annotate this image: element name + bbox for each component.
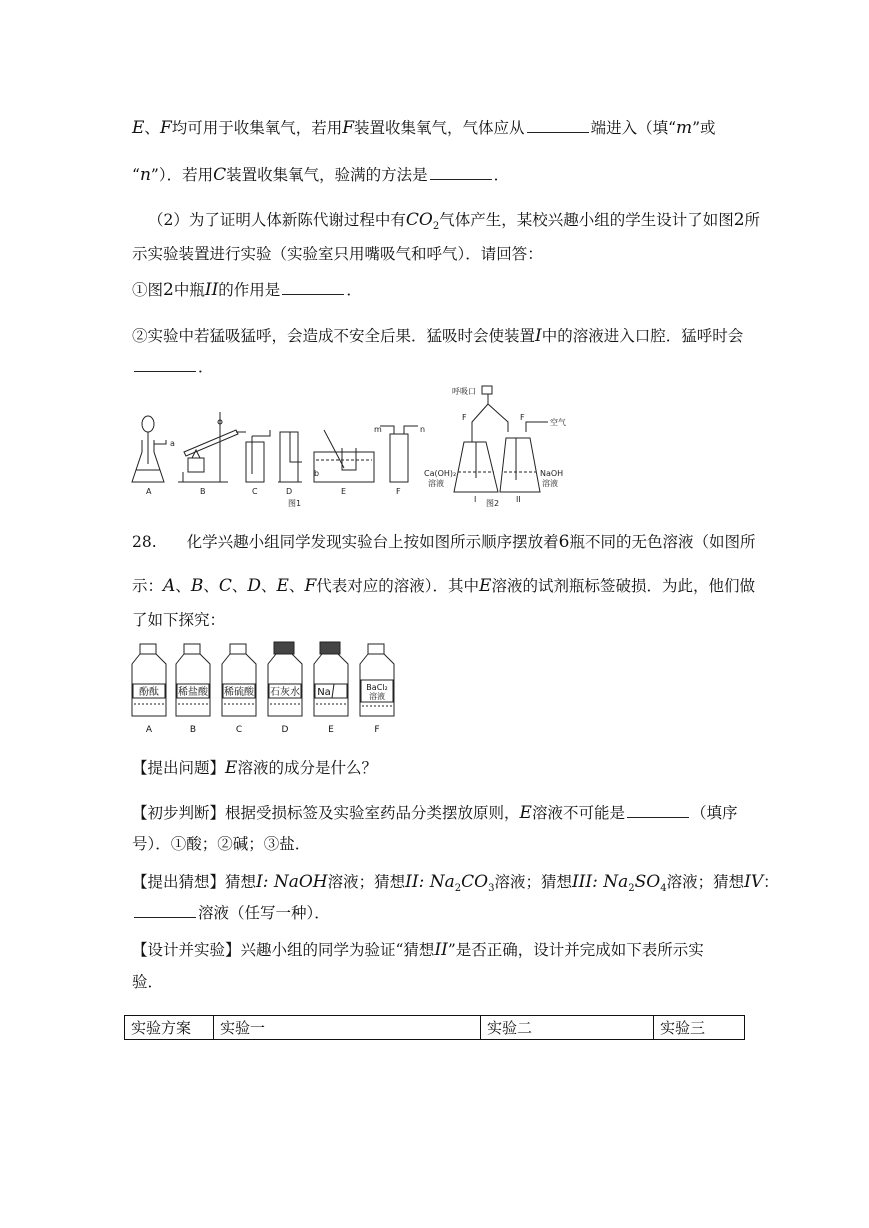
table-header-cell: 实验三 [654, 1016, 745, 1040]
fig2-bottle-ii: II [516, 495, 521, 504]
fig1-label-a: A [146, 487, 152, 496]
section-judgement-2: 号）．①酸；②碱；③盐． [132, 835, 311, 853]
fig1-mark-n: n [420, 425, 426, 434]
table-row [125, 1016, 745, 1040]
svg-text:酚酞: 酚酞 [139, 687, 159, 698]
fig2-mouth-label: 呼吸口 [452, 387, 476, 396]
bottle-d [268, 642, 302, 735]
table-header-cell: 实验方案 [125, 1016, 214, 1040]
fig1-label-e: E [341, 487, 347, 496]
fig1-label-c: C [252, 487, 258, 496]
bottle-c [222, 644, 256, 735]
question-line-4: 示实验装置进行实验（实验室只用嘴吸气和呼气）．请回答： [132, 245, 543, 263]
fig1-label-f: F [396, 487, 401, 496]
answer-blank[interactable] [282, 280, 344, 295]
question-line-6: ②实验中若猛吸猛呼，会造成不安全后果．猛吸时会使装置I中的溶液进入口腔．猛呼时会 [132, 326, 744, 346]
bottles-figure [128, 640, 408, 740]
svg-text:A: A [145, 725, 153, 735]
apparatus-figure [128, 382, 568, 512]
bottle-a [132, 644, 166, 735]
apparatus-c [246, 430, 270, 482]
svg-text:Na: Na [317, 687, 331, 698]
fig2-f1: F [462, 413, 467, 422]
table-header-cell: 实验一 [214, 1016, 481, 1040]
bottle-e [314, 642, 348, 735]
section-hypothesis: 【提出猜想】猜想I: NaOH溶液；猜想II: $Na_2CO_3$溶液；猜想III: $Na_2SO_4$溶液；猜想IV： [132, 872, 779, 895]
section-hypothesis-2: 溶液（任写一种）． [132, 903, 330, 923]
answer-blank[interactable] [134, 903, 196, 918]
svg-text:E: E [328, 725, 334, 735]
fig1-caption: 图1 [288, 499, 302, 508]
svg-text:B: B [189, 725, 197, 735]
fig2-caption: 图2 [486, 499, 500, 508]
section-design: 【设计并实验】兴趣小组的同学为验证“猜想II”是否正确，设计并完成如下表所示实 [132, 940, 704, 960]
bottle-f [360, 644, 394, 735]
q28-line-2: 示：A、B、C、D、E、F代表对应的溶液）．其中E溶液的试剂瓶标签破损．为此，他们做 [132, 576, 755, 596]
experiment-table [124, 1015, 745, 1040]
apparatus-a [132, 416, 166, 482]
svg-text:稀盐酸: 稀盐酸 [178, 687, 208, 698]
table-header-cell: 实验二 [481, 1016, 654, 1040]
fig2-f2: F [520, 413, 525, 422]
svg-text:C: C [235, 725, 243, 735]
fig2-air: 空气 [550, 418, 566, 427]
section-question: 【提出问题】E溶液的成分是什么？ [132, 758, 377, 778]
fig1-mark-m: m [374, 425, 382, 434]
question-line-3: （2）为了证明人体新陈代谢过程中有$CO_2$气体产生，某校兴趣小组的学生设计了如图2所 [148, 210, 761, 233]
fig2-bottle-i: I [474, 495, 477, 504]
answer-blank[interactable] [527, 118, 589, 133]
fig1-mark-a: a [170, 439, 175, 448]
apparatus-d [278, 432, 302, 482]
fig2-left-sol2: 溶液 [428, 479, 444, 488]
answer-blank[interactable] [134, 357, 196, 372]
q28-line-1: 28. 化学兴趣小组同学发现实验台上按如图所示顺序摆放着6瓶不同的无色溶液（如图所 [132, 532, 756, 552]
apparatus-e [314, 430, 374, 482]
svg-text:BaCl₂: BaCl₂ [366, 683, 388, 692]
svg-text:F: F [374, 725, 380, 735]
fig1-mark-b: b [314, 469, 320, 478]
fig2-right-sol1: NaOH [540, 469, 564, 478]
section-judgement: 【初步判断】根据受损标签及实验室药品分类摆放原则，E溶液不可能是 （填序 [132, 803, 738, 823]
answer-blank[interactable] [430, 165, 492, 180]
fig1-label-b: B [200, 487, 206, 496]
svg-text:溶液: 溶液 [369, 692, 385, 701]
bottle-b [176, 644, 210, 735]
apparatus-b [178, 412, 246, 482]
question-line-5: ①图2中瓶II的作用是 ． [132, 280, 362, 300]
question-line-1: E、F均可用于收集氧气，若用F装置收集氧气，气体应从 端进入（填“m”或 [132, 118, 716, 138]
question-line-2: “n”）．若用C装置收集氧气，验满的方法是 ． [132, 165, 510, 185]
fig1-label-d: D [286, 487, 293, 496]
answer-blank[interactable] [627, 803, 689, 818]
svg-text:石灰水: 石灰水 [270, 687, 300, 698]
q28-line-3: 了如下探究： [132, 611, 226, 629]
fig2-right-sol2: 溶液 [542, 479, 558, 488]
question-line-7: ． [132, 357, 214, 377]
section-design-2: 验． [132, 973, 164, 991]
apparatus-fig2 [454, 386, 548, 492]
apparatus-f [380, 426, 418, 482]
svg-text:稀硫酸: 稀硫酸 [224, 687, 254, 698]
fig2-left-sol1: Ca(OH)₂ [424, 469, 457, 478]
svg-text:D: D [281, 725, 289, 735]
